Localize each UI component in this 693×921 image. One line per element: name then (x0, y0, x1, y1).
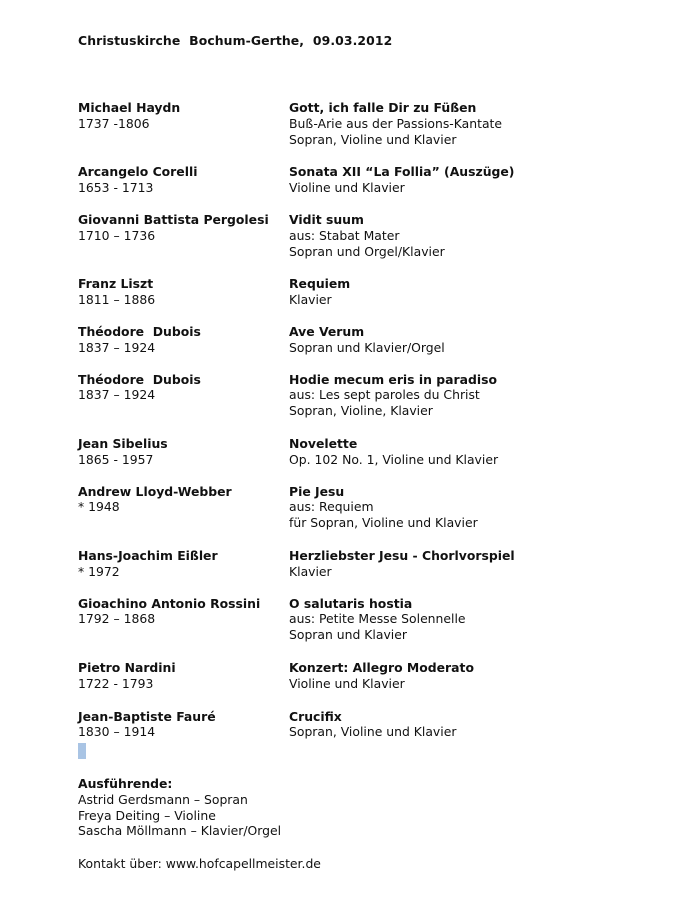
composer-block (78, 372, 289, 419)
work-block (289, 596, 678, 643)
performer-line: Sascha Möllmann – Klavier/Orgel (78, 823, 282, 839)
program-entry (78, 709, 678, 741)
work-detail: Klavier (289, 292, 332, 308)
performers-section (78, 776, 281, 839)
composer-block (78, 276, 289, 308)
page-title: Christuskirche Bochum-Gerthe, 09.03.2012 (78, 33, 393, 48)
composer-years: 1653 - 1713 (78, 180, 154, 196)
work-title: Konzert: Allegro Moderato (289, 659, 474, 675)
work-block (289, 100, 678, 147)
composer-name: Hans-Joachim Eißler (78, 547, 218, 563)
composer-block (78, 164, 289, 196)
program-entry (78, 372, 678, 419)
program-entry (78, 276, 678, 308)
composer-block (78, 212, 289, 259)
composer-name: Franz Liszt (78, 276, 154, 292)
work-detail: Violine und Klavier (289, 675, 405, 691)
work-block (289, 164, 678, 196)
program-entry (78, 164, 678, 196)
performer-line: Freya Deiting – Violine (78, 807, 216, 823)
work-title: Ave Verum (289, 323, 365, 339)
work-detail: aus: Petite Messe Solennelle (289, 611, 466, 627)
program-entry (78, 100, 678, 147)
composer-years: 1837 – 1924 (78, 387, 156, 403)
composer-name: Arcangelo Corelli (78, 164, 198, 180)
composer-years: 1837 – 1924 (78, 339, 156, 355)
composer-years: 1811 – 1886 (78, 292, 156, 308)
work-title: Requiem (289, 276, 351, 292)
composer-name: Théodore Dubois (78, 323, 201, 339)
program-entry (78, 212, 678, 259)
work-block (289, 660, 678, 692)
work-title: Hodie mecum eris in paradiso (289, 371, 497, 387)
composer-name: Jean-Baptiste Fauré (78, 708, 216, 724)
composer-name: Pietro Nardini (78, 659, 176, 675)
work-title: Novelette (289, 435, 358, 451)
work-detail: Sopran, Violine und Klavier (289, 131, 457, 147)
composer-name: Michael Haydn (78, 100, 181, 115)
composer-years: 1830 – 1914 (78, 724, 156, 740)
composer-years: 1737 -1806 (78, 115, 150, 131)
composer-years: 1865 - 1957 (78, 451, 154, 467)
work-block (289, 548, 678, 580)
composer-block (78, 484, 289, 531)
composer-years: 1722 - 1793 (78, 675, 154, 691)
program-entry (78, 484, 678, 531)
composer-name: Andrew Lloyd-Webber (78, 483, 232, 499)
program-entry (78, 324, 678, 356)
composer-block (78, 596, 289, 643)
composer-years: 1792 – 1868 (78, 611, 156, 627)
work-block (289, 436, 678, 468)
work-detail: Sopran und Orgel/Klavier (289, 243, 445, 259)
program-entry (78, 660, 678, 692)
program-list (78, 100, 678, 740)
work-block (289, 484, 678, 531)
performers-heading: Ausführende: (78, 776, 173, 791)
composer-block (78, 436, 289, 468)
work-title: Sonata XII “La Follia” (Auszüge) (289, 164, 515, 180)
work-block (289, 324, 678, 356)
program-entry (78, 436, 678, 468)
performer-line: Astrid Gerdsmann – Sopran (78, 791, 248, 807)
composer-block (78, 660, 289, 692)
composer-years: * 1972 (78, 563, 120, 579)
composer-years: 1710 – 1736 (78, 227, 156, 243)
text-cursor (78, 743, 86, 759)
work-detail: Klavier (289, 563, 332, 579)
work-title: Gott, ich falle Dir zu Füßen (289, 100, 477, 115)
work-block (289, 212, 678, 259)
work-title: O salutaris hostia (289, 595, 413, 611)
composer-block (78, 324, 289, 356)
composer-name: Théodore Dubois (78, 371, 201, 387)
work-detail: Sopran und Klavier (289, 627, 407, 643)
work-detail: Sopran und Klavier/Orgel (289, 339, 445, 355)
work-detail: Sopran, Violine und Klavier (289, 724, 457, 740)
work-detail: Buß-Arie aus der Passions-Kantate (289, 115, 503, 131)
composer-name: Gioachino Antonio Rossini (78, 595, 261, 611)
work-block (289, 276, 678, 308)
work-detail: Sopran, Violine, Klavier (289, 403, 433, 419)
composer-years: * 1948 (78, 499, 120, 515)
work-detail: Op. 102 No. 1, Violine und Klavier (289, 451, 499, 467)
composer-block (78, 548, 289, 580)
work-detail: Violine und Klavier (289, 180, 405, 196)
work-title: Vidit suum (289, 211, 364, 227)
work-title: Pie Jesu (289, 483, 345, 499)
work-block (289, 372, 678, 419)
composer-name: Giovanni Battista Pergolesi (78, 211, 269, 227)
work-detail: für Sopran, Violine und Klavier (289, 515, 478, 531)
program-entry (78, 596, 678, 643)
composer-name: Jean Sibelius (78, 435, 168, 451)
work-detail: aus: Requiem (289, 499, 374, 515)
work-detail: aus: Les sept paroles du Christ (289, 387, 480, 403)
program-entry (78, 548, 678, 580)
composer-block (78, 100, 289, 147)
work-title: Herzliebster Jesu - Chorlvorspiel (289, 547, 515, 563)
composer-block (78, 709, 289, 741)
work-block (289, 709, 678, 741)
work-title: Crucifix (289, 708, 342, 724)
contact-line: Kontakt über: www.hofcapellmeister.de (78, 856, 321, 871)
work-detail: aus: Stabat Mater (289, 227, 400, 243)
